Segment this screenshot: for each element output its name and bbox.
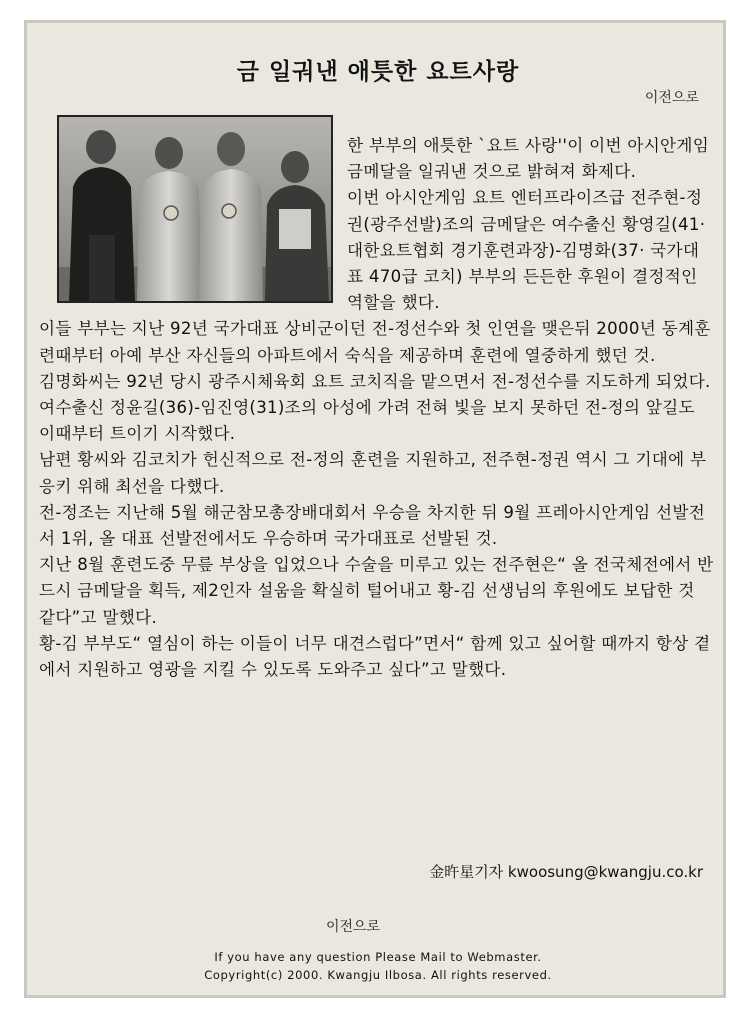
prev-link-bottom[interactable]: 이전으로: [325, 919, 381, 935]
article-paragraph: 한 부부의 애틋한 `요트 사랑''이 이번 아시안게임 금메달을 일궈낸 것으로 밝혀져 화제다.: [347, 136, 710, 182]
newspaper-page: [24, 20, 726, 998]
article-title: 금 일궈낸 애틋한 요트사랑: [236, 59, 520, 85]
footer-copyright-line: Copyright(c) 2000. Kwangju Ilbosa. All rights reserved.: [204, 968, 552, 982]
article-paragraph: 지난 8월 훈련도중 무릎 부상을 입었으나 수술을 미루고 있는 전주현은“ 올 전국체전에서 반드시 금메달을 획득, 제2인자 설움을 확실히 털어내고 황-김 선생님의 후원에도 보답한 것 같다”고 말했다.: [39, 555, 714, 627]
article-byline: 金旿星기자 kwoosung@kwangju.co.kr: [429, 863, 703, 881]
article-paragraph: 전-정조는 지난해 5월 해군참모총장배대회서 우승을 차지한 뒤 9월 프레아시안게임 선발전서 1위, 올 대표 선발전에서도 우승하며 국가대표로 선발된 것.: [39, 502, 706, 549]
article-paragraph: 이번 아시안게임 요트 엔터프라이즈급 전주현-정권(광주선발)조의 금메달은 여수출신 황영길(41· 대한요트협회 경기훈련과장)-김명화(37· 국가대표 470급 코치) 부부의 든든한 후원이 결정적인 역할을 했다.: [347, 188, 706, 313]
article-paragraph: 황-김 부부도“ 열심이 하는 이들이 너무 대견스럽다”면서“ 함께 있고 싶어할 때까지 항상 곁에서 지원하고 영광을 지킬 수 있도록 도와주고 싶다”고 말했다.: [39, 633, 711, 680]
photo-spacer: [39, 133, 347, 316]
article-paragraph: 남편 황씨와 김코치가 헌신적으로 전-정의 훈련을 지원하고, 전주현-정권 역시 그 기대에 부응키 위해 최선을 다했다.: [39, 450, 707, 496]
article-body: [39, 133, 715, 683]
prev-link-top[interactable]: 이전으로: [644, 90, 699, 106]
page-footer: [27, 948, 729, 984]
footer-contact-line: If you have any question Please Mail to Webmaster.: [214, 950, 542, 964]
article-paragraph: 김명화씨는 92년 당시 광주시체육회 요트 코치직을 맡으면서 전-정선수를 지도하게 되었다. 여수출신 정윤길(36)-임진영(31)조의 아성에 가려 전혀 빛을 보지 못하던 전-정의 앞길도 이때부터 트이기 시작했다.: [39, 371, 711, 444]
article-paragraph: 이들 부부는 지난 92년 국가대표 상비군이던 전-정선수와 첫 인연을 맺은뒤 2000년 동계훈련때부터 아예 부산 자신들의 아파트에서 숙식을 제공하며 훈련에 열중하게 했던 것.: [39, 319, 711, 365]
